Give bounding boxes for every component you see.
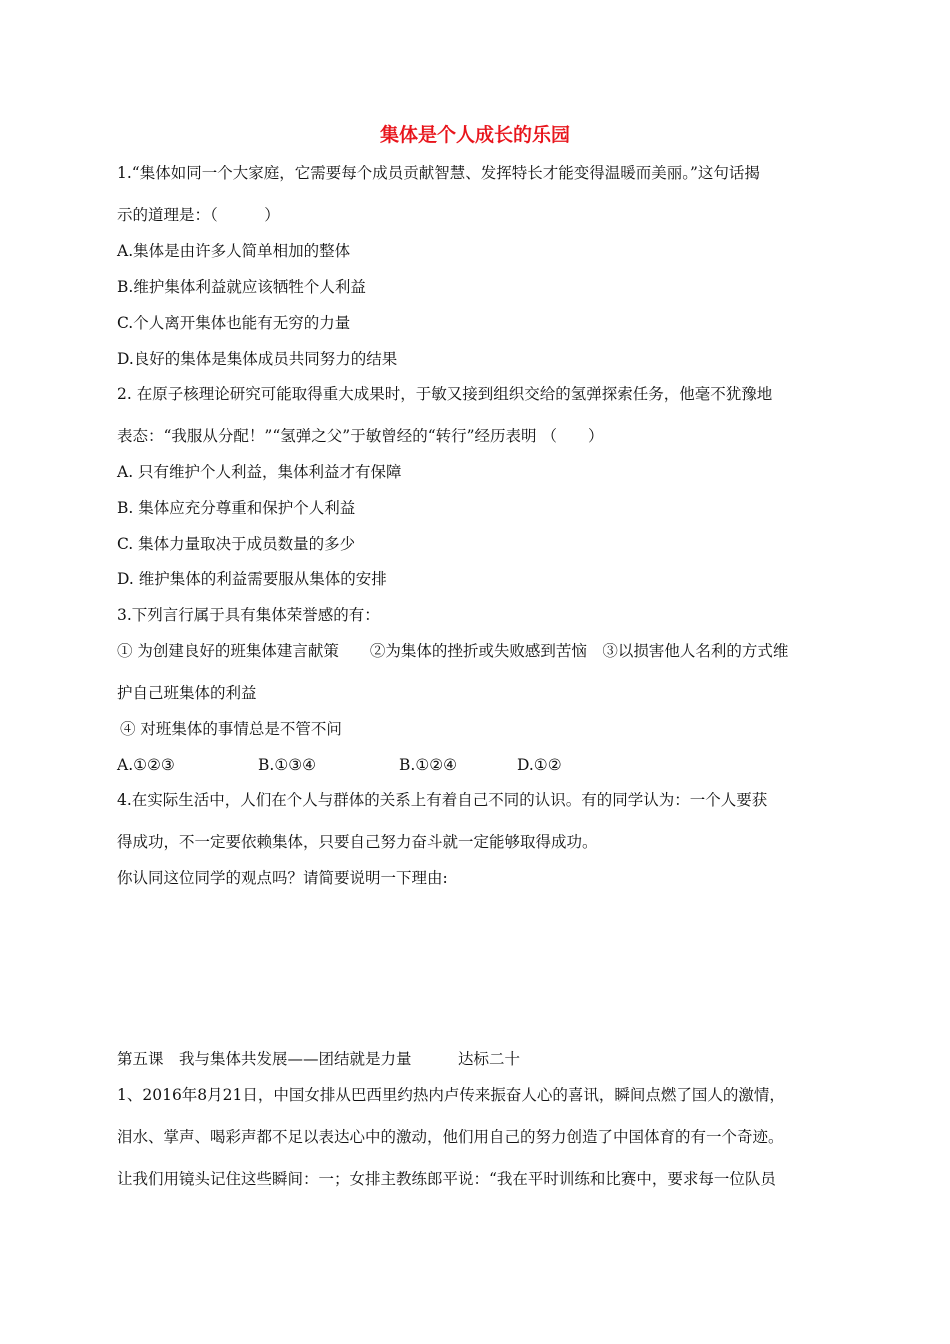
q3-option-3: B.①②④	[399, 756, 458, 774]
q2-option-d: D. 维护集体的利益需要服从集体的安排	[117, 570, 387, 588]
q3-option-1: A.①②③	[117, 756, 175, 774]
q3-option-4: D.①②	[517, 756, 562, 774]
q1-option-c: C.个人离开集体也能有无穷的力量	[117, 314, 351, 332]
q2-option-b: B. 集体应充分尊重和保护个人利益	[117, 499, 356, 517]
section-para-line1: 1、2016年8月21日，中国女排从巴西里约热内卢传来振奋人心的喜讯，瞬间点燃了国人的激情，	[117, 1086, 785, 1104]
q4-stem-line1: 4.在实际生活中，人们在个人与群体的关系上有着自己不同的认识。有的同学认为：一个人要获	[117, 791, 768, 809]
section-para-line2: 泪水、掌声、喝彩声都不足以表达心中的激动，他们用自己的努力创造了中国体育的有一个奇迹。	[117, 1128, 784, 1146]
q3-option-2: B.①③④	[258, 756, 317, 774]
q3-stem: 3.下列言行属于具有集体荣誉感的有：	[117, 606, 380, 624]
q2-option-c: C. 集体力量取决于成员数量的多少	[117, 535, 356, 553]
q3-items-line1: ① 为创建良好的班集体建言献策 ②为集体的挫折或失败感到苦恼 ③以损害他人名利的方式维	[117, 642, 789, 660]
q3-items-line2: 护自己班集体的利益	[117, 684, 257, 702]
q2-option-a: A. 只有维护个人利益，集体利益才有保障	[117, 463, 402, 481]
q1-stem-line2: 示的道理是：（ ）	[117, 206, 280, 224]
q4-stem-line2: 得成功，不一定要依赖集体，只要自己努力奋斗就一定能够取得成功。	[117, 833, 598, 851]
q3-options-row	[117, 755, 562, 775]
q2-stem-line1: 2. 在原子核理论研究可能取得重大成果时，于敏又接到组织交给的氢弹探索任务，他毫不犹豫地	[117, 385, 773, 403]
q4-prompt: 你认同这位同学的观点吗？请简要说明一下理由:	[117, 869, 448, 887]
q1-stem-line1: 1.“集体如同一个大家庭，它需要每个成员贡献智慧、发挥特长才能变得温暖而美丽。”这句话揭	[117, 164, 760, 182]
q1-option-b: B.维护集体利益就应该牺牲个人利益	[117, 278, 366, 296]
q1-option-a: A.集体是由许多人简单相加的整体	[117, 242, 351, 260]
section-para-line3: 让我们用镜头记住这些瞬间：一；女排主教练郎平说：“我在平时训练和比赛中，要求每一位队员	[117, 1170, 776, 1188]
q2-stem-line2: 表态：“我服从分配！”“氢弹之父”于敏曾经的“转行”经历表明 （ ）	[117, 427, 604, 445]
q3-items-line3: ④ 对班集体的事情总是不管不问	[120, 720, 342, 738]
section-heading: 第五课 我与集体共发展——团结就是力量 达标二十	[117, 1050, 521, 1068]
page-title: 集体是个人成长的乐园	[379, 124, 570, 146]
q1-option-d: D.良好的集体是集体成员共同努力的结果	[117, 350, 398, 368]
